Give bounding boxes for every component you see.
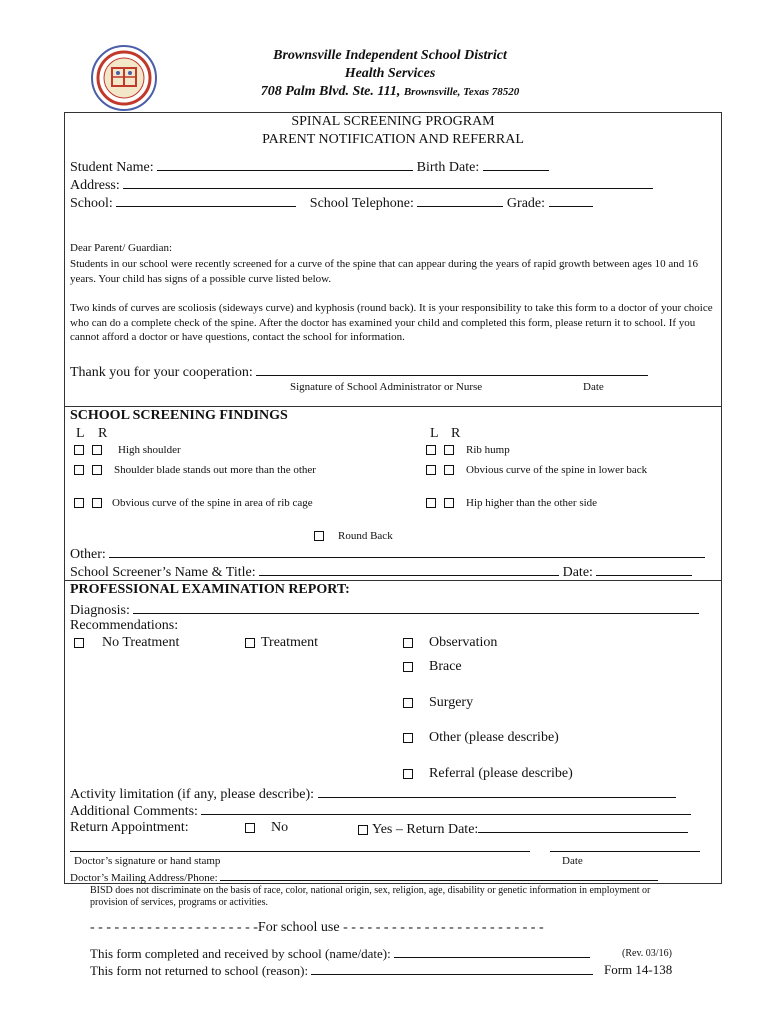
doctor-signature-caption: Doctor’s signature or hand stamp: [74, 855, 221, 867]
return-no-option: [245, 820, 288, 836]
diagnosis-row: [70, 601, 699, 619]
district-address: [160, 84, 620, 100]
school-field[interactable]: [116, 194, 296, 207]
address-street: 708 Palm Blvd. Ste. 111,: [260, 84, 401, 99]
return-row: [70, 820, 189, 836]
finding-label: Obvious curve of the spine in lower back: [466, 464, 648, 476]
comments-field[interactable]: [201, 802, 691, 815]
finding-label: High shoulder: [118, 444, 181, 456]
not-returned-row: [90, 962, 593, 979]
round-back-checkbox[interactable]: [314, 531, 324, 541]
option-label: No: [271, 820, 289, 835]
right-column-r-header: R: [451, 426, 461, 441]
right-column-l-header: L: [430, 426, 439, 441]
screener-label: School Screener’s Name & Title:: [70, 565, 256, 580]
student-info-row2: [70, 176, 653, 194]
screener-row: [70, 563, 692, 581]
address-label: Address:: [70, 178, 120, 193]
birth-date-field[interactable]: [483, 158, 549, 171]
form-number: Form 14-138: [604, 962, 673, 977]
no-treatment-checkbox[interactable]: [74, 638, 84, 648]
left-checkbox[interactable]: [74, 465, 84, 475]
option-label: Observation: [429, 635, 498, 650]
letter-paragraph-1: Students in our school were recently screened for a curve of the spine that can appear during the years of rapid growth between ages 10 and 16 years. Your child has signs of a possible curve listed below.: [70, 258, 698, 285]
right-checkbox[interactable]: [92, 445, 102, 455]
activity-label: Activity limitation (if any, please describe):: [70, 787, 315, 802]
screener-name-field[interactable]: [259, 563, 559, 576]
finding-label: Round Back: [338, 530, 393, 542]
doctor-mail-label: Doctor’s Mailing Address/Phone:: [70, 872, 218, 884]
student-info-row1: [70, 158, 549, 176]
option-label: Other (please describe): [429, 730, 559, 745]
student-name-label: Student Name:: [70, 160, 154, 175]
recommendations-label: Recommendations:: [70, 618, 179, 633]
return-date-field[interactable]: [478, 820, 688, 833]
option-observation: [403, 635, 497, 651]
findings-title: SCHOOL SCREENING FINDINGS: [70, 408, 288, 423]
brace-checkbox[interactable]: [403, 662, 413, 672]
doctor-signature-line[interactable]: [70, 851, 530, 852]
surgery-checkbox[interactable]: [403, 698, 413, 708]
not-returned-field[interactable]: [311, 962, 593, 975]
activity-row: [70, 785, 676, 803]
finding-label: Obvious curve of the spine in area of rib cage: [112, 497, 313, 509]
right-checkbox[interactable]: [444, 465, 454, 475]
other-row: [70, 545, 705, 563]
doctor-mail-row: [70, 870, 658, 884]
finding-shoulder-blade: [74, 464, 316, 476]
finding-label: Rib hump: [466, 444, 510, 456]
right-checkbox[interactable]: [444, 445, 454, 455]
birth-date-label: Birth Date:: [416, 160, 480, 175]
option-surgery: [403, 695, 473, 711]
letter-paragraph-2: Two kinds of curves are scoliosis (sideways curve) and kyphosis (round back). It is your responsibility to take this form to a doctor of your choice who can do a complete check of the spine. After the doctor has examined your child and completed this form, please return it to school. If you cannot afford a doctor or have questions, contact the school for information.: [70, 302, 713, 343]
observation-checkbox[interactable]: [403, 638, 413, 648]
option-no-treatment: [74, 635, 179, 651]
grade-field[interactable]: [549, 194, 593, 207]
finding-round-back: [314, 530, 393, 542]
comments-label: Additional Comments:: [70, 804, 198, 819]
address-field[interactable]: [123, 176, 653, 189]
district-seal-logo: [90, 44, 158, 112]
right-checkbox[interactable]: [92, 498, 102, 508]
thanks-label: Thank you for your cooperation:: [70, 365, 253, 380]
left-column-r-header: R: [98, 426, 108, 441]
school-phone-field[interactable]: [417, 194, 503, 207]
form-title: SPINAL SCREENING PROGRAM: [291, 114, 495, 129]
thanks-row: [70, 363, 648, 381]
finding-rib-hump: [426, 444, 510, 456]
signature-caption: Signature of School Administrator or Nurse: [290, 381, 483, 393]
signature-date-caption: Date: [583, 381, 604, 393]
exam-title: PROFESSIONAL EXAMINATION REPORT:: [70, 582, 350, 597]
option-referral: [403, 766, 573, 782]
option-label: Referral (please describe): [429, 766, 573, 781]
completed-field[interactable]: [394, 945, 590, 958]
return-yes-checkbox[interactable]: [358, 825, 368, 835]
activity-field[interactable]: [318, 785, 676, 798]
right-checkbox[interactable]: [92, 465, 102, 475]
option-label: No Treatment: [102, 635, 180, 650]
option-label: Yes – Return Date:: [372, 822, 479, 837]
left-column-l-header: L: [76, 426, 85, 441]
left-checkbox[interactable]: [74, 498, 84, 508]
school-label: School:: [70, 196, 113, 211]
right-checkbox[interactable]: [444, 498, 454, 508]
screener-date-field[interactable]: [596, 563, 692, 576]
left-checkbox[interactable]: [426, 498, 436, 508]
option-label: Surgery: [429, 695, 474, 710]
option-brace: [403, 659, 462, 675]
administrator-signature-field[interactable]: [256, 363, 648, 376]
finding-high-shoulder: [74, 444, 181, 456]
other-label: Other:: [70, 547, 106, 562]
option-treatment: [245, 635, 318, 651]
option-other: [403, 730, 559, 746]
return-yes-option: [358, 820, 688, 838]
finding-label: Shoulder blade stands out more than the other: [114, 464, 316, 476]
treatment-checkbox[interactable]: [245, 638, 255, 648]
comments-row: [70, 802, 691, 820]
not-returned-label: This form not returned to school (reason):: [90, 963, 309, 978]
district-name: Brownsville Independent School District: [273, 48, 507, 63]
address-city: Brownsville, Texas 78520: [403, 86, 520, 98]
finding-label: Hip higher than the other side: [466, 497, 598, 509]
completed-row: [90, 945, 590, 962]
diagnosis-label: Diagnosis:: [70, 603, 130, 618]
school-use-divider: - - - - - - - - - - - - - - - - - - - - -For school use - - - - - - - - - - - - - - - - - - - - - - - - -: [90, 920, 544, 935]
finding-lower-back-curve: [426, 464, 647, 476]
screener-date-label: Date:: [562, 565, 593, 580]
letter-greeting: Dear Parent/ Guardian:: [70, 242, 173, 254]
student-name-field[interactable]: [157, 158, 413, 171]
student-info-row3: [70, 194, 593, 212]
completed-label: This form completed and received by school (name/date):: [90, 946, 391, 961]
return-label: Return Appointment:: [70, 820, 189, 835]
doctor-mail-field[interactable]: [220, 870, 658, 881]
revision-date: (Rev. 03/16): [622, 948, 672, 959]
form-subtitle: PARENT NOTIFICATION AND REFERRAL: [262, 132, 524, 147]
other-option-checkbox[interactable]: [403, 733, 413, 743]
section-divider: [64, 406, 722, 407]
diagnosis-field[interactable]: [133, 601, 699, 614]
finding-rib-cage-curve: [74, 497, 313, 509]
left-checkbox[interactable]: [426, 445, 436, 455]
school-phone-label: School Telephone:: [309, 196, 414, 211]
doctor-date-line[interactable]: [550, 851, 700, 852]
return-no-checkbox[interactable]: [245, 823, 255, 833]
option-label: Brace: [429, 659, 462, 674]
left-checkbox[interactable]: [426, 465, 436, 475]
referral-checkbox[interactable]: [403, 769, 413, 779]
grade-label: Grade:: [506, 196, 546, 211]
left-checkbox[interactable]: [74, 445, 84, 455]
department-name: Health Services: [344, 66, 436, 81]
other-field[interactable]: [109, 545, 705, 558]
option-label: Treatment: [261, 635, 319, 650]
doctor-date-caption: Date: [562, 855, 583, 867]
nondiscrimination-notice: BISD does not discriminate on the basis of race, color, national origin, sex, religion, age, disability or genetic information in employment or provision of services, programs or activities.: [90, 885, 651, 908]
finding-hip-higher: [426, 497, 597, 509]
